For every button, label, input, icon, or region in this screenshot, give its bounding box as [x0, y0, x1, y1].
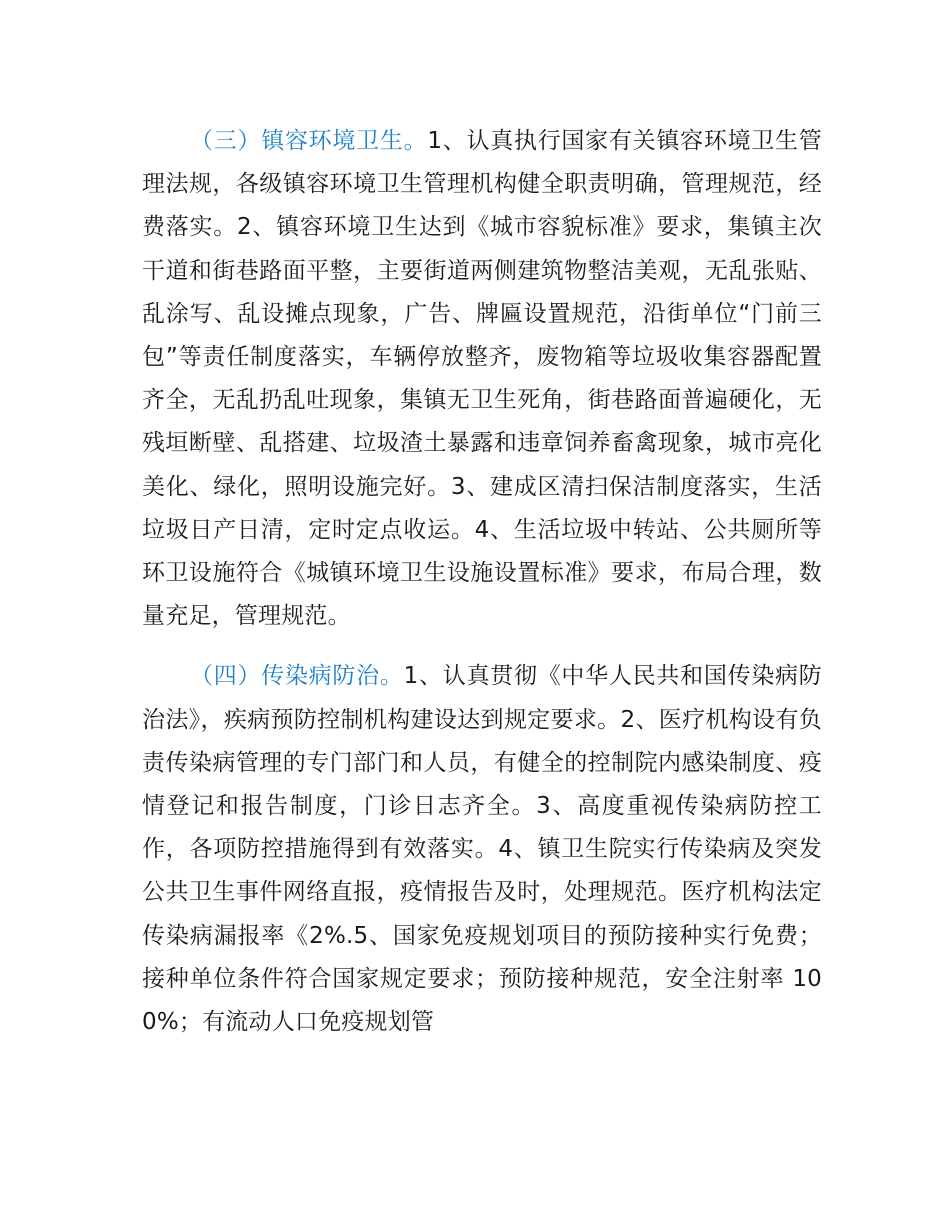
section-body-town-environment: 1、认真执行国家有关镇容环境卫生管理法规，各级镇容环境卫生管理机构健全职责明确，管理规范，经费落实。2、镇容环境卫生达到《城市容貌标准》要求，集镇主次干道和街巷路面平整，主要街道两侧建筑物整洁美观，无乱张贴、乱涂写、乱设摊点现象，广告、牌匾设置规范，沿街单位“门前三包”等责任制度落实，车辆停放整齐，废物箱等垃圾收集容器配置齐全，无乱扔乱吐现象，集镇无卫生死角，街巷路面普遍硬化，无残垣断壁、乱搭建、垃圾渣土暴露和违章饲养畜禽现象，城市亮化美化、绿化，照明设施完好。3、建成区清扫保洁制度落实，生活垃圾日产日清，定时定点收运。4、生活垃圾中转站、公共厕所等环卫设施符合《城镇环境卫生设施设置标准》要求，布局合理，数量充足，管理规范。 [142, 128, 822, 630]
section-heading-infectious-disease: （四）传染病防治。 [190, 663, 404, 690]
document-page [142, 120, 822, 1044]
section-body-infectious-disease: 1、认真贯彻《中华人民共和国传染病防治法》，疾病预防控制机构建设达到规定要求。2、医疗机构设有负责传染病管理的专门部门和人员，有健全的控制院内感染制度、疫情登记和报告制度，门诊日志齐全。3、高度重视传染病防控工作，各项防控措施得到有效落实。4、镇卫生院实行传染病及突发公共卫生事件网络直报，疫情报告及时，处理规范。医疗机构法定传染病漏报率《2%.5、国家免疫规划项目的预防接种实行免费；接种单位条件符合国家规定要求；预防接种规范，安全注射率 100%；有流动人口免疫规划管 [142, 663, 822, 1036]
section-heading-town-environment: （三）镇容环境卫生。 [190, 128, 428, 154]
section-town-environment [142, 120, 822, 638]
section-infectious-disease [142, 655, 822, 1044]
